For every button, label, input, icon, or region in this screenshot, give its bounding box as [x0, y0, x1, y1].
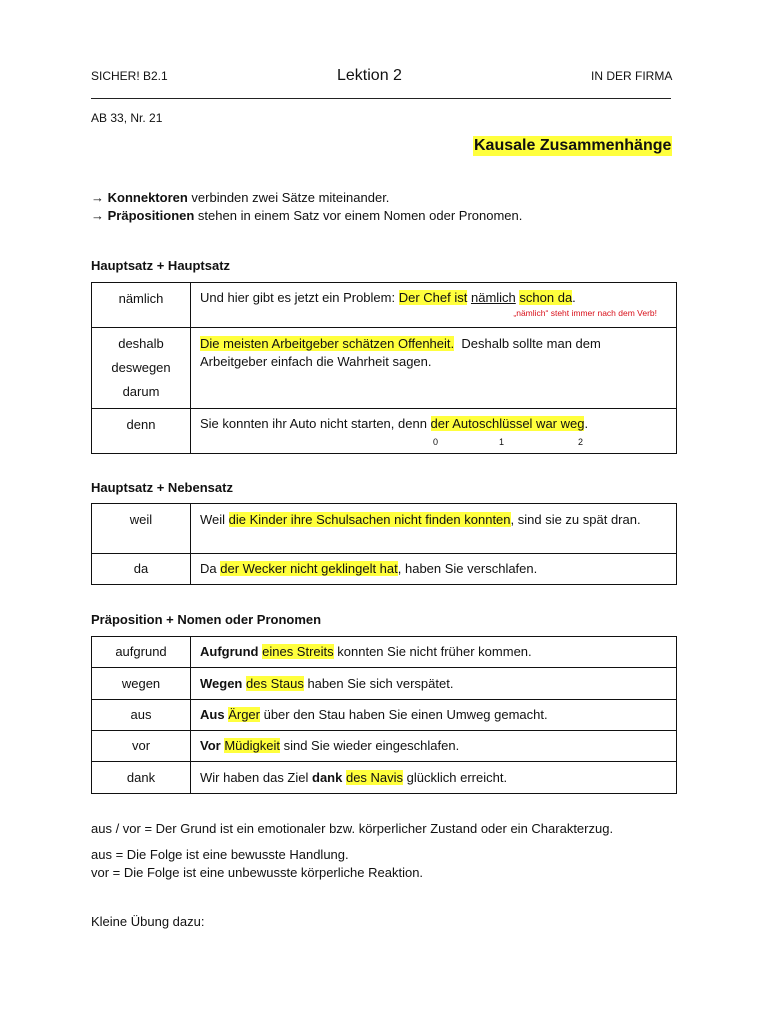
- highlight: die Kinder ihre Schulsachen nicht finden konnten: [228, 512, 511, 527]
- table-row: [92, 700, 677, 731]
- example-text: Sie konnten ihr Auto nicht starten, denn: [200, 416, 431, 431]
- position-number: 0: [433, 437, 439, 447]
- table-row: [92, 762, 677, 794]
- table-hauptsatz-hauptsatz: [91, 282, 677, 454]
- keyword: vor: [131, 738, 151, 753]
- arrow-right-icon: →: [91, 190, 104, 205]
- exercise-reference: AB 33, Nr. 21: [91, 111, 163, 125]
- table-hauptsatz-nebensatz: [91, 503, 677, 585]
- intro-term: Konnektoren: [107, 190, 188, 205]
- header-topic: IN DER FIRMA: [591, 69, 673, 83]
- keyword-cell: [92, 504, 191, 554]
- example-cell: [191, 700, 677, 731]
- example-cell: [191, 504, 677, 554]
- underlined-word: nämlich: [470, 290, 516, 305]
- header-course: SICHER! B2.1: [91, 69, 168, 83]
- example-text: Und hier gibt es jetzt ein Problem:: [200, 290, 399, 305]
- keyword: nämlich: [118, 291, 164, 306]
- keyword-cell: [92, 328, 191, 409]
- example-text: , sind sie zu spät dran.: [510, 512, 641, 527]
- keyword-cell: [92, 409, 191, 454]
- highlight: eines Streits: [262, 644, 334, 659]
- page-title: Kausale Zusammenhänge: [474, 137, 672, 154]
- section-heading-praeposition: Präposition + Nomen oder Pronomen: [91, 612, 322, 627]
- example-cell: [191, 328, 677, 409]
- position-numbers: [200, 433, 667, 447]
- example-text: konnten Sie nicht früher kommen.: [333, 644, 532, 659]
- example-text: Da: [200, 561, 221, 576]
- highlight: schon da: [519, 290, 573, 305]
- keyword: da: [133, 561, 149, 576]
- bold-preposition: Aus: [200, 707, 225, 722]
- example-cell: [191, 762, 677, 794]
- position-number: 2: [578, 437, 584, 447]
- section-heading-hauptsatz-hauptsatz: Hauptsatz + Hauptsatz: [91, 258, 231, 273]
- keyword-cell: [92, 762, 191, 794]
- example-text: , haben Sie verschlafen.: [397, 561, 538, 576]
- section-heading-hauptsatz-nebensatz: Hauptsatz + Nebensatz: [91, 480, 233, 495]
- intro-list: [91, 189, 522, 225]
- keyword: dank: [126, 769, 156, 785]
- arrow-right-icon: →: [91, 208, 104, 223]
- keyword-cell: [92, 700, 191, 731]
- highlight: der Wecker nicht geklingelt hat: [220, 561, 398, 576]
- explanation-line: vor = Die Folge ist eine unbewusste körperliche Reaktion.: [91, 865, 424, 880]
- bold-preposition: Wegen: [200, 675, 243, 691]
- table-row: [92, 731, 677, 762]
- highlight: Der Chef ist: [398, 290, 468, 305]
- header-lesson: Lektion 2: [337, 67, 402, 84]
- keyword: aufgrund: [115, 644, 167, 659]
- highlight: der Autoschlüssel war weg: [430, 416, 585, 431]
- example-text: .: [584, 416, 589, 431]
- highlight: des Navis: [345, 769, 404, 785]
- keyword: deshalb: [118, 336, 164, 351]
- keyword: darum: [122, 384, 160, 399]
- bold-preposition: dank: [312, 769, 343, 785]
- example-cell: [191, 637, 677, 668]
- keyword-cell: [92, 731, 191, 762]
- bold-preposition: Vor: [200, 738, 221, 753]
- example-cell: [191, 409, 677, 454]
- keyword: weil: [129, 512, 153, 527]
- keyword-cell: [92, 554, 191, 585]
- example-text: .: [572, 290, 576, 305]
- keyword: wegen: [121, 675, 161, 691]
- intro-item: [91, 207, 522, 225]
- exercise-intro: Kleine Übung dazu:: [91, 914, 205, 929]
- example-cell: [191, 731, 677, 762]
- highlight: Ärger: [228, 707, 260, 722]
- example-text: sind Sie wieder eingeschlafen.: [279, 738, 460, 753]
- intro-term: Präpositionen: [107, 208, 195, 223]
- table-row: [92, 409, 677, 454]
- keyword-cell: [92, 283, 191, 328]
- table-row: [92, 283, 677, 328]
- table-praeposition: [91, 636, 677, 794]
- keyword-cell: [92, 668, 191, 700]
- example-text: Wir haben das Ziel: [200, 769, 312, 785]
- keyword: denn: [126, 417, 156, 432]
- keyword: deswegen: [111, 360, 171, 375]
- example-cell: [191, 668, 677, 700]
- table-row: [92, 328, 677, 409]
- explanation-line: aus / vor = Der Grund ist ein emotionaler bzw. körperlicher Zustand oder ein Charakterzug.: [91, 821, 614, 836]
- highlight: Die meisten Arbeitgeber schätzen Offenheit.: [200, 336, 455, 351]
- example-text: haben Sie sich verspätet.: [303, 675, 454, 691]
- table-row: [92, 554, 677, 585]
- table-row: [92, 504, 677, 554]
- table-row: [92, 637, 677, 668]
- intro-text: verbinden zwei Sätze miteinander.: [187, 190, 390, 205]
- example-cell: [191, 554, 677, 585]
- example-text: über den Stau haben Sie einen Umweg gemacht.: [259, 707, 548, 722]
- header-divider: [91, 98, 671, 99]
- example-text: glücklich erreicht.: [403, 769, 508, 785]
- keyword: aus: [130, 707, 152, 722]
- highlight: des Staus: [246, 675, 304, 691]
- intro-text: stehen in einem Satz vor einem Nomen oder Pronomen.: [194, 208, 523, 223]
- example-cell: [191, 283, 677, 328]
- highlight: Müdigkeit: [224, 738, 280, 753]
- explanation-line: aus = Die Folge ist eine bewusste Handlung.: [91, 847, 349, 862]
- example-text: Deshalb sollte man dem Arbeitgeber einfach die Wahrheit sagen.: [200, 336, 604, 369]
- grammar-note: „nämlich“ steht immer nach dem Verb!: [513, 308, 657, 318]
- intro-item: [91, 189, 522, 207]
- bold-preposition: Aufgrund: [200, 644, 259, 659]
- table-row: [92, 668, 677, 700]
- position-number: 1: [499, 437, 505, 447]
- keyword-cell: [92, 637, 191, 668]
- example-text: Weil: [200, 512, 229, 527]
